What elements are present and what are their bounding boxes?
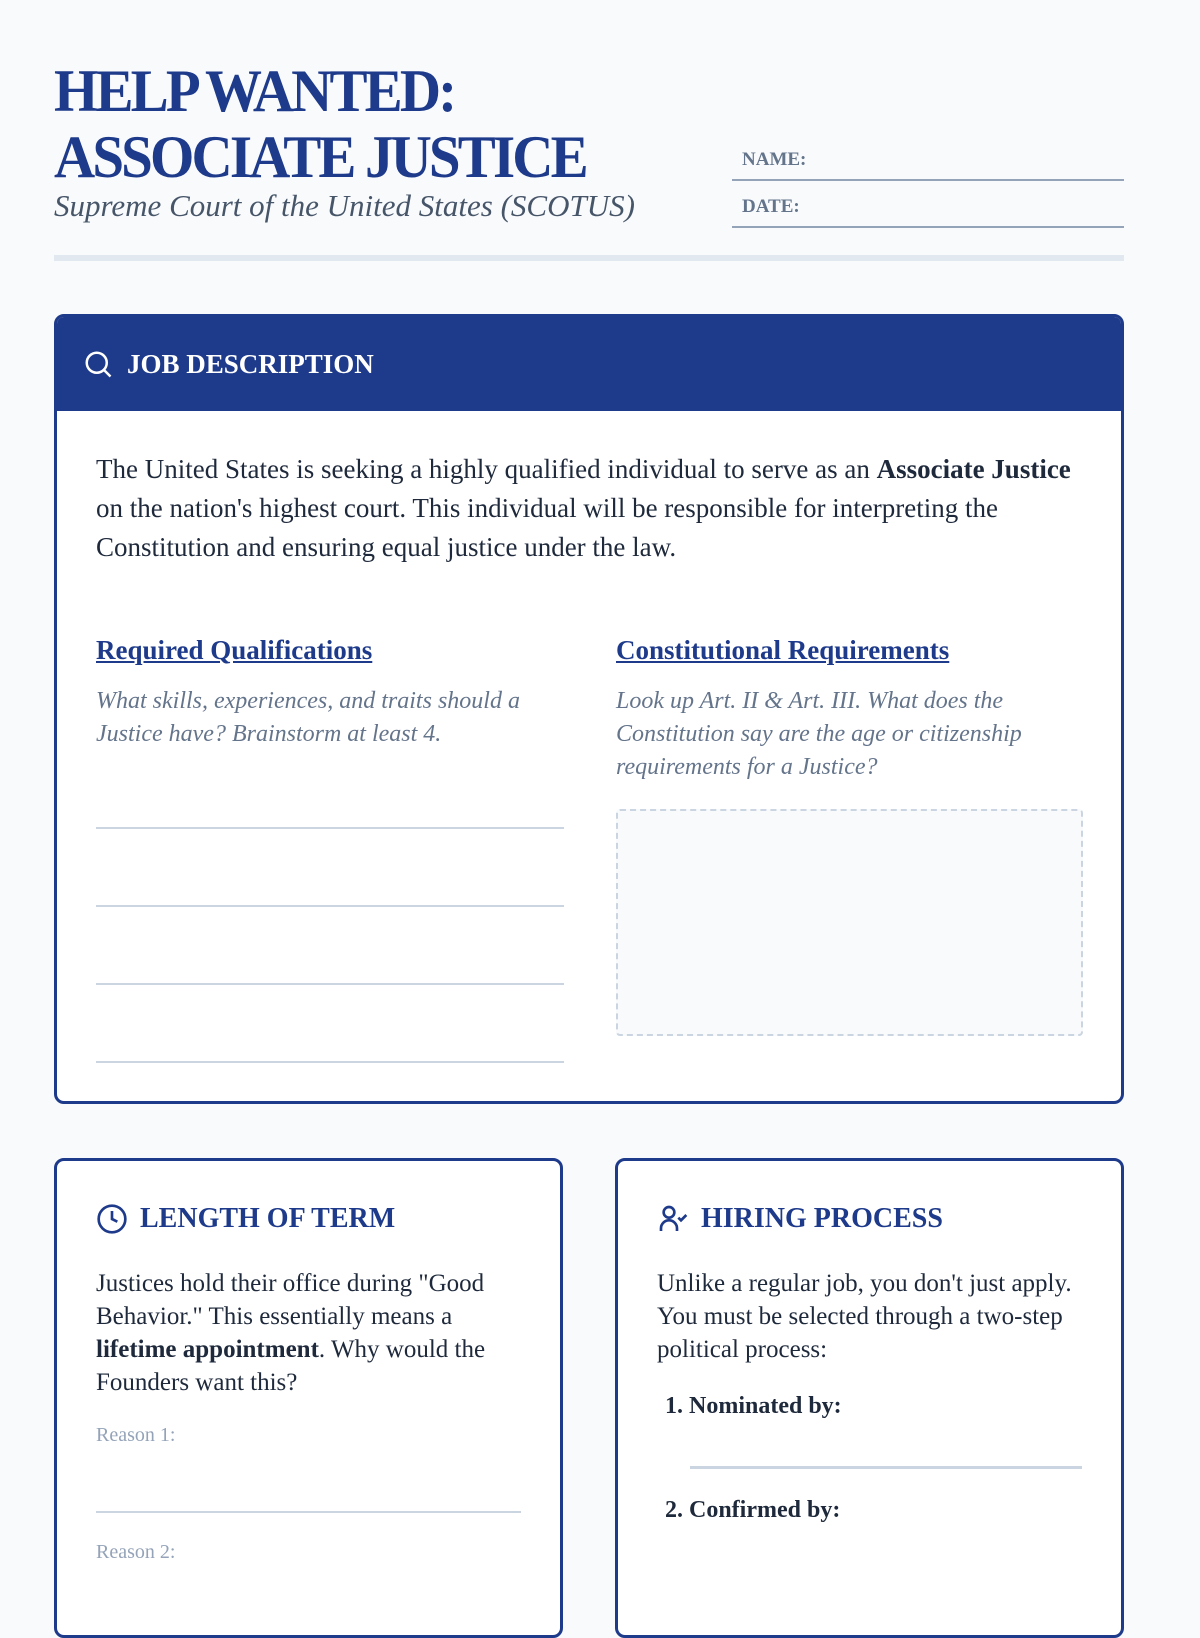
- name-label: NAME:: [742, 149, 807, 170]
- name-field[interactable]: [732, 145, 1124, 181]
- length-of-term-heading: LENGTH OF TERM: [140, 1203, 396, 1234]
- job-description-heading: JOB DESCRIPTION: [127, 348, 374, 379]
- subtitle: Supreme Court of the United States (SCOTUS): [54, 188, 635, 223]
- nominated-line[interactable]: [690, 1466, 1082, 1469]
- qualifications-hint: What skills, experiences, and traits should a Justice have? Brainstorm at least 4.: [96, 688, 520, 747]
- answer-line[interactable]: [96, 827, 564, 829]
- date-field[interactable]: [732, 192, 1124, 228]
- title-line-1: HELP WANTED:: [54, 58, 455, 124]
- date-label: DATE:: [742, 196, 800, 217]
- step-nominated: 1. Nominated by:: [665, 1393, 842, 1419]
- term-bold: lifetime appointment: [96, 1336, 319, 1363]
- term-text-2: . Why would the Founders want this?: [96, 1336, 486, 1396]
- job-description-card: [54, 314, 1124, 1104]
- constitutional-heading: Constitutional Requirements: [616, 635, 950, 665]
- hiring-text: Unlike a regular job, you don't just apply. You must be selected through a two-step political process:: [657, 1270, 1072, 1363]
- intro-bold: Associate Justice: [876, 454, 1071, 484]
- answer-line[interactable]: [96, 905, 564, 907]
- answer-line[interactable]: [96, 1061, 564, 1063]
- qualifications-heading: Required Qualifications: [96, 635, 373, 665]
- user-check-icon: [657, 1203, 689, 1235]
- hiring-process-title: [657, 1203, 943, 1235]
- job-description-header: [57, 317, 1121, 411]
- reason-2-label: Reason 2:: [96, 1541, 176, 1563]
- job-intro: [96, 450, 1086, 567]
- title-line-2: ASSOCIATE JUSTICE: [54, 124, 586, 190]
- intro-text-2: on the nation's highest court. This individual will be responsible for interpreting the Constitution and ensuring equal justice under the law.: [96, 493, 998, 562]
- term-text: [96, 1267, 526, 1399]
- search-icon: [83, 349, 113, 379]
- length-of-term-card: [54, 1158, 563, 1638]
- answer-line[interactable]: [96, 983, 564, 985]
- page-title: [54, 58, 586, 190]
- term-text-1: Justices hold their office during "Good Behavior." This essentially means a: [96, 1270, 485, 1330]
- intro-text: The United States is seeking a highly qualified individual to serve as an: [96, 454, 877, 484]
- constitutional-answer-box[interactable]: [616, 809, 1083, 1036]
- length-of-term-title: [96, 1203, 395, 1235]
- divider: [54, 255, 1124, 261]
- reason-1-label: Reason 1:: [96, 1424, 176, 1446]
- hiring-process-card: [615, 1158, 1124, 1638]
- step-confirmed: 2. Confirmed by:: [665, 1497, 841, 1523]
- clock-icon: [96, 1203, 128, 1235]
- constitutional-hint: Look up Art. II & Art. III. What does the Constitution say are the age or citizenship requirements for a Justice?: [616, 688, 1022, 780]
- reason-1-line[interactable]: [96, 1511, 521, 1513]
- hiring-process-heading: HIRING PROCESS: [701, 1203, 943, 1234]
